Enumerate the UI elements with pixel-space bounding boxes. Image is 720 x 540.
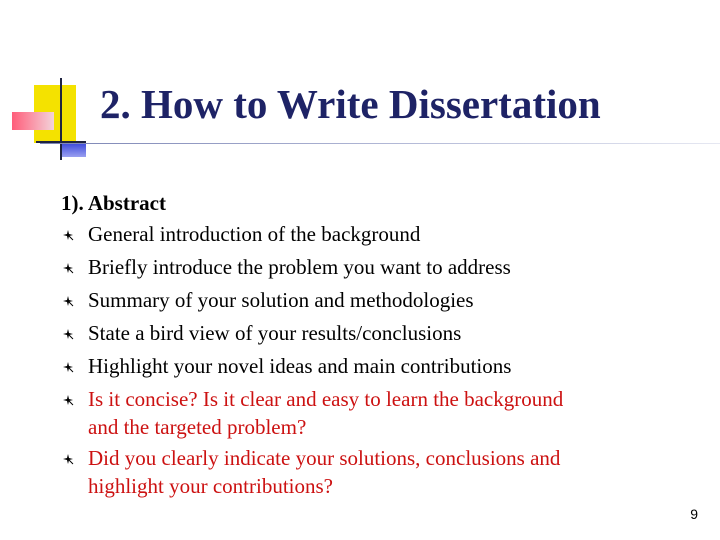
bullet-item (61, 442, 681, 501)
diamond-arrow-bullet-icon (62, 394, 74, 406)
section-heading: 1). Abstract (61, 191, 166, 215)
diamond-arrow-bullet-icon (62, 453, 74, 465)
bullet-text-line: Is it concise? Is it clear and easy to learn the background (88, 387, 564, 411)
bullet-text-line: Highlight your novel ideas and main contributions (88, 354, 512, 378)
bullet-text-line: General introduction of the background (88, 222, 421, 246)
bullet-item (61, 284, 681, 317)
bullet-text-line: Summary of your solution and methodologies (88, 288, 474, 312)
decorative-red-bar (12, 112, 54, 130)
bullet-text-line: and the targeted problem? (88, 415, 307, 439)
bullet-item (61, 317, 681, 350)
diamond-arrow-bullet-icon (62, 361, 74, 373)
slide-title: 2. How to Write Dissertation (100, 81, 601, 127)
bullet-item (61, 350, 681, 383)
decorative-vertical-line (60, 78, 62, 160)
diamond-arrow-bullet-icon (62, 295, 74, 307)
bullet-list (61, 218, 681, 501)
bullet-text-line: Did you clearly indicate your solutions, conclusions and (88, 446, 561, 470)
diamond-arrow-bullet-icon (62, 328, 74, 340)
slide-content (61, 186, 681, 501)
bullet-item (61, 218, 681, 251)
bullet-item (61, 383, 681, 442)
bullet-text-line: highlight your contributions? (88, 474, 333, 498)
title-underline-rule (40, 143, 720, 144)
bullet-text-line: State a bird view of your results/conclusions (88, 321, 462, 345)
bullet-item (61, 251, 681, 284)
diamond-arrow-bullet-icon (62, 262, 74, 274)
diamond-arrow-bullet-icon (62, 229, 74, 241)
bullet-text-line: Briefly introduce the problem you want to address (88, 255, 511, 279)
page-number: 9 (690, 506, 698, 522)
